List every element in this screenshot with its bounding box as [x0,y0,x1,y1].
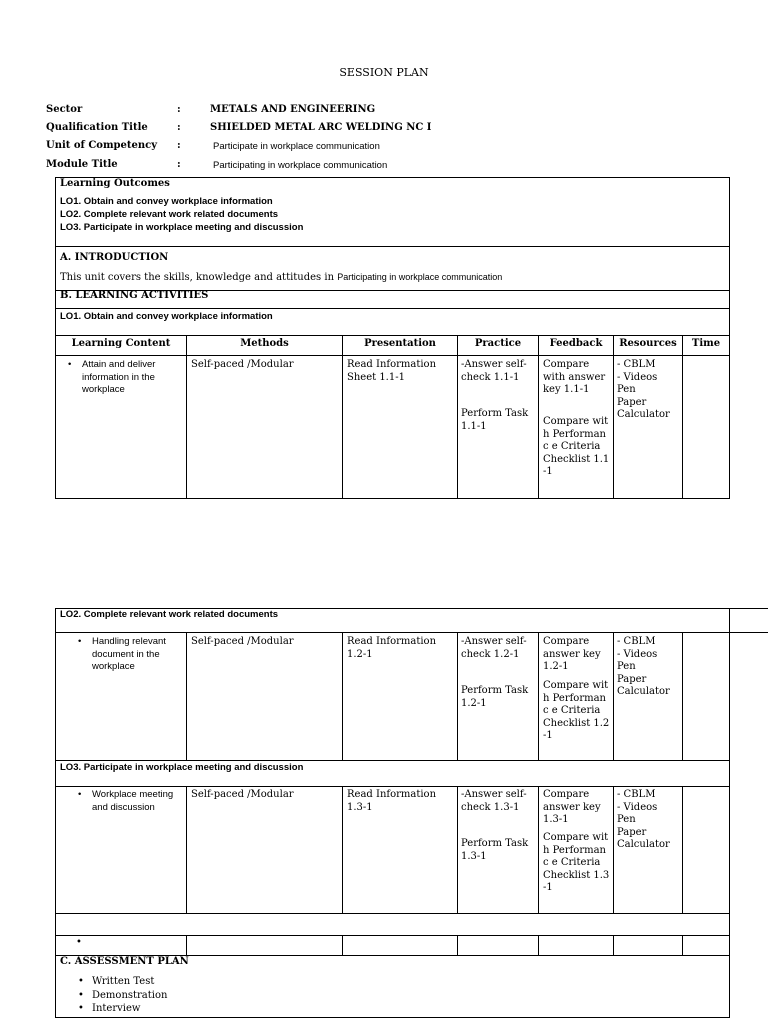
row-1-resources [617,359,681,422]
resource-item: Calculator [617,686,670,698]
resource-item: - Videos [617,801,658,813]
row-2-method: Self-paced /Modular [191,636,294,647]
lo3-title: LO3. Participate in workplace meeting and discussion [60,762,304,773]
header-colon: : [177,140,181,151]
header-value-unit: Participate in workplace communication [213,141,380,152]
column-resources: Resources [619,338,677,349]
lo1-title: LO1. Obtain and convey workplace information [60,311,273,322]
lo2-title: LO2. Complete relevant work related documents [60,609,279,620]
row-2-practice-a: -Answer self-check 1.2-1 [461,636,527,660]
header-value-module: Participating in workplace communication [213,160,388,171]
header-label-unit: Unit of Competency [46,140,158,151]
column-practice: Practice [474,338,522,349]
row-1-method: Self-paced /Modular [191,359,294,370]
assessment-item: • Written Test [92,976,154,989]
header-value-qualification: SHIELDED METAL ARC WELDING NC I [210,122,432,133]
row-2-feedback-b: Compare with Performanc e Criteria Checklist 1.2-1 [543,680,610,742]
assessment-heading: C. ASSESSMENT PLAN [60,956,189,967]
resource-item: Paper [617,673,647,685]
assessment-item: • Demonstration [92,990,167,1003]
resource-item: Pen [617,384,636,396]
learning-activities-heading: B. LEARNING ACTIVITIES [60,290,209,301]
assessment-item: • Interview [92,1003,140,1016]
row-3-feedback-b: Compare with Performanc e Criteria Checklist 1.3-1 [543,832,610,894]
row-3-method: Self-paced /Modular [191,789,294,800]
introduction-text-main: This unit covers the skills, knowledge and attitudes in [60,272,335,283]
column-learning-content: Learning Content [71,338,171,349]
resource-item: - CBLM [617,359,656,370]
learning-outcomes-heading: Learning Outcomes [60,178,170,189]
row-1-presentation: Read Information Sheet 1.1-1 [347,359,437,383]
resource-item: - CBLM [617,789,656,800]
resource-item: Calculator [617,409,670,421]
header-value-sector: METALS AND ENGINEERING [210,104,376,115]
resource-item: - Videos [617,371,658,383]
introduction-text-tail: Participating in workplace communication [337,272,503,282]
row-3-feedback-a: Compare answer key 1.3-1 [543,789,601,826]
resource-item: - Videos [617,648,658,660]
resource-item: Pen [617,661,636,673]
header-label-module: Module Title [46,159,118,170]
row-3-resources [617,789,681,852]
row-2-resources [617,636,681,699]
learning-outcome-2: LO2. Complete relevant work related documents [60,209,279,220]
column-methods: Methods [240,338,289,349]
resource-item: - CBLM [617,636,656,647]
resource-item: Pen [617,814,636,826]
resource-item: Paper [617,396,647,408]
resource-item: Paper [617,826,647,838]
page-title: SESSION PLAN [339,66,429,79]
row-2-content: • Handling relevant document in the workplace [92,636,184,674]
column-time: Time [691,338,721,349]
row-1-practice-a: -Answer self-check 1.1-1 [461,359,527,383]
header-label-sector: Sector [46,104,83,115]
row-3-practice-a: -Answer self-check 1.3-1 [461,789,527,813]
empty-bullet: • [76,937,82,948]
row-1-feedback-a: Compare with answer key 1.1-1 [543,359,606,396]
row-3-content: • Workplace meeting and discussion [92,789,184,814]
row-1-content: • Attain and deliver information in the workplace [82,359,182,397]
header-label-qualification: Qualification Title [46,122,148,133]
row-3-practice-b: Perform Task 1.3-1 [461,838,529,862]
row-2-practice-b: Perform Task 1.2-1 [461,685,529,709]
header-colon: : [177,159,181,170]
introduction-text [60,271,502,285]
row-1-feedback-b: Compare with Performanc e Criteria Checklist 1.1-1 [543,416,610,478]
header-colon: : [177,122,181,133]
row-3-presentation: Read Information 1.3-1 [347,789,437,813]
resource-item: Calculator [617,839,670,851]
header-colon: : [177,104,181,115]
column-feedback: Feedback [549,338,603,349]
introduction-heading: A. INTRODUCTION [60,252,169,263]
learning-outcome-1: LO1. Obtain and convey workplace information [60,196,273,207]
column-presentation: Presentation [364,338,436,349]
row-2-presentation: Read Information 1.2-1 [347,636,437,660]
learning-outcome-3: LO3. Participate in workplace meeting and discussion [60,222,304,233]
row-2-feedback-a: Compare answer key 1.2-1 [543,636,601,673]
row-1-practice-b: Perform Task 1.1-1 [461,408,529,432]
